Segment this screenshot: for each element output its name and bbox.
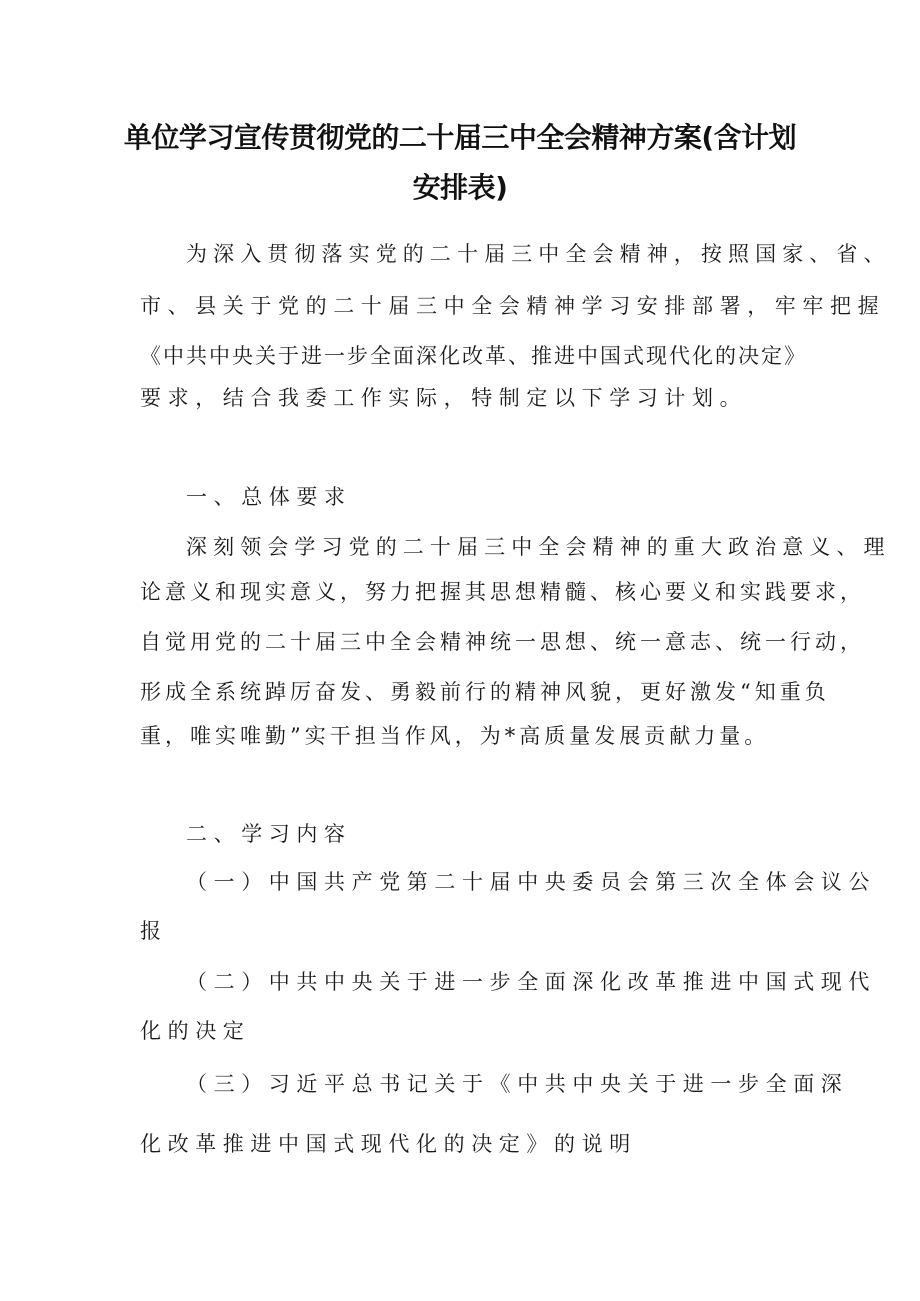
section-1-line-4: 形成全系统踔厉奋发、勇毅前行的精神风貌，更好激发“知重负 [140, 680, 830, 704]
section-1-line-1: 深刻领会学习党的二十届三中全会精神的重大政治意义、理 [186, 535, 891, 559]
section-2-item-3-line-1: （三）习近平总书记关于《中共中央关于进一步全面深 [186, 1072, 849, 1096]
section-1-heading: 一、总体要求 [186, 485, 352, 509]
section-2-item-1-line-1: （一）中国共产党第二十届中央委员会第三次全体会议公 [186, 870, 876, 894]
section-1-line-2: 论意义和现实意义，努力把握其思想精髓、核心要义和实践要求， [140, 580, 865, 604]
section-2-item-3-line-2: 化改革推进中国式现代化的决定》的说明 [140, 1132, 637, 1156]
intro-line-3: 《中共中央关于进一步全面深化改革、推进中国式现代化的决定》 [140, 344, 807, 368]
section-1-line-5: 重，唯实唯勤”实干担当作风，为*高质量发展贡献力量。 [140, 724, 770, 748]
section-1-line-3: 自觉用党的二十届三中全会精神统一思想、统一意志、统一行动， [140, 630, 865, 654]
intro-line-2: 市、县关于党的二十届三中全会精神学习安排部署，牢牢把握 [140, 294, 886, 318]
section-2-item-1-line-2: 报 [140, 919, 168, 943]
intro-line-4: 要求，结合我委工作实际，特制定以下学习计划。 [140, 386, 748, 410]
section-2-heading: 二、学习内容 [186, 822, 352, 846]
document-title-line-2: 安排表) [412, 171, 508, 204]
section-2-item-2-line-1: （二）中共中央关于进一步全面深化改革推进中国式现代 [186, 970, 876, 994]
section-2-item-2-line-2: 化的决定 [140, 1019, 251, 1043]
document-title-line-1: 单位学习宣传贯彻党的二十届三中全会精神方案(含计划 [123, 121, 797, 154]
intro-line-1: 为深入贯彻落实党的二十届三中全会精神，按照国家、省、 [186, 242, 891, 266]
